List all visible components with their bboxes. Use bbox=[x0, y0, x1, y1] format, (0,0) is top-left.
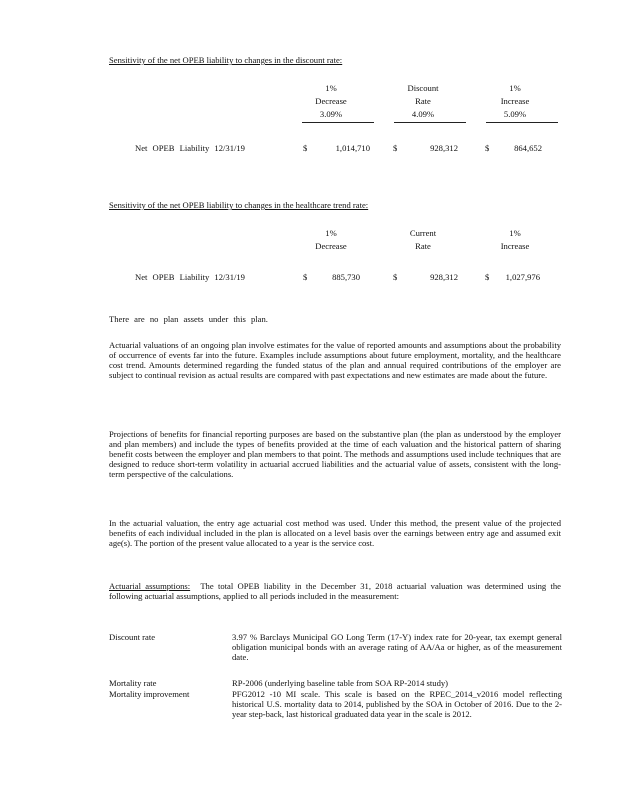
projections-paragraph: Projections of benefits for financial reporting purposes are based on the substantive plan (the plan as understood by the employer and plan members) and include the types of benefits provided at the time of each valuation and the historical pattern of sharing benefit costs between the employer and plan members to that point. The methods and assumptions used include techniques that are designed to reduce short-term volatility in actuarial accrued liabilities and the actuarial value of assets, consistent with the long-term perspective of the calculations. bbox=[109, 429, 561, 479]
value-decrease: 1,014,710 bbox=[335, 143, 370, 153]
currency-symbol: $ bbox=[303, 272, 308, 282]
column-header-line: Decrease bbox=[315, 96, 347, 106]
assumptions-heading: Actuarial assumptions: bbox=[109, 581, 191, 591]
column-header-rate: 3.09% bbox=[319, 109, 343, 119]
currency-symbol: $ bbox=[393, 143, 398, 153]
assumption-term: Mortality improvement bbox=[109, 689, 190, 699]
column-header-line: 1% bbox=[325, 228, 337, 238]
entry-age-paragraph: In the actuarial valuation, the entry age actuarial cost method was used. Under this method, the present value of the projected benefits of each individual included in the plan is allocated on a level basis over the earnings between entry age and assumed exit age(s). The portion of the present value allocated to a year is the service cost. bbox=[109, 518, 561, 548]
column-header-line: Rate bbox=[415, 241, 431, 251]
column-header-line: Increase bbox=[500, 96, 530, 106]
value-current: 928,312 bbox=[430, 143, 458, 153]
column-underline bbox=[394, 122, 466, 123]
column-header-line: 1% bbox=[509, 83, 521, 93]
value-current: 928,312 bbox=[430, 272, 458, 282]
assumption-value: PFG2012 -10 MI scale. This scale is based on the RPEC_2014_v2016 model reflecting historical U.S. mortality data to 2014, published by the SOA in October of 2016. Due to the 2-year step-back, last historical graduated data year in the scale is 2012. bbox=[232, 689, 562, 719]
row-label: Net OPEB Liability 12/31/19 bbox=[135, 272, 245, 282]
assumptions-intro bbox=[109, 582, 561, 602]
assumption-term: Discount rate bbox=[109, 632, 156, 642]
column-header-rate: 4.09% bbox=[411, 109, 435, 119]
column-header-line: 1% bbox=[325, 83, 337, 93]
column-underline bbox=[302, 122, 374, 123]
assumptions-intro-text: The total OPEB liability in the December 31, 2018 actuarial valuation was determined using the following actuarial assumptions, applied to all periods included in the measurement: bbox=[109, 581, 561, 601]
currency-symbol: $ bbox=[485, 272, 490, 282]
plan-assets-note: There are no plan assets under this plan. bbox=[109, 314, 268, 324]
currency-symbol: $ bbox=[303, 143, 308, 153]
assumption-term: Mortality rate bbox=[109, 678, 157, 688]
column-header-line: Rate bbox=[415, 96, 431, 106]
column-header-rate: 5.09% bbox=[503, 109, 527, 119]
column-header-line: Discount bbox=[407, 83, 439, 93]
column-header-line: Current bbox=[409, 228, 437, 238]
discount-sensitivity-title: Sensitivity of the net OPEB liability to changes in the discount rate: bbox=[109, 55, 343, 65]
currency-symbol: $ bbox=[393, 272, 398, 282]
column-underline bbox=[486, 122, 558, 123]
column-header-line: 1% bbox=[509, 228, 521, 238]
healthcare-sensitivity-title: Sensitivity of the net OPEB liability to changes in the healthcare trend rate: bbox=[109, 200, 369, 210]
valuations-paragraph: Actuarial valuations of an ongoing plan involve estimates for the value of reported amounts and assumptions about the probability of occurrence of events far into the future. Examples include assumptions about future employment, mortality, and the healthcare cost trend. Amounts determined regarding the funded status of the plan and annual required contributions of the employer are subject to continual revision as actual results are compared with past expectations and new estimates are made about the future. bbox=[109, 340, 561, 380]
assumption-value: 3.97 % Barclays Municipal GO Long Term (17-Y) index rate for 20-year, tax exempt general obligation municipal bonds with an average rating of AA/Aa or higher, as of the measurement date. bbox=[232, 632, 562, 662]
value-increase: 1,027,976 bbox=[505, 272, 540, 282]
currency-symbol: $ bbox=[485, 143, 490, 153]
value-decrease: 885,730 bbox=[332, 272, 360, 282]
assumption-value: RP-2006 (underlying baseline table from SOA RP-2014 study) bbox=[232, 678, 449, 688]
row-label: Net OPEB Liability 12/31/19 bbox=[135, 143, 245, 153]
column-header-line: Increase bbox=[500, 241, 530, 251]
column-header-line: Decrease bbox=[315, 241, 347, 251]
value-increase: 864,652 bbox=[514, 143, 542, 153]
